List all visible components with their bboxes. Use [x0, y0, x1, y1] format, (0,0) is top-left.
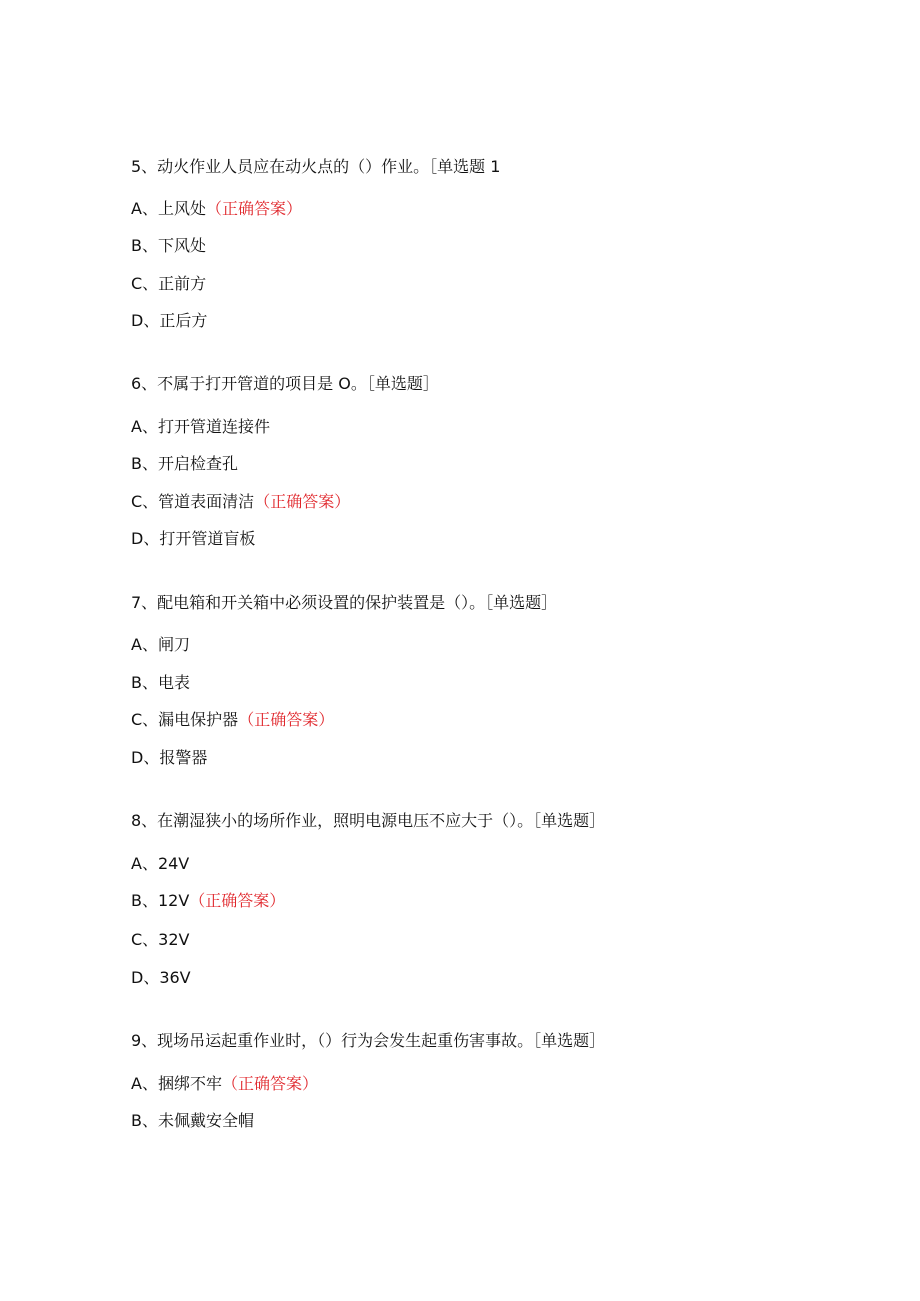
- question-7-option-a: A、闸刀: [131, 635, 190, 654]
- question-8-option-a: A、24V: [131, 854, 190, 873]
- question-5-option-a: A、上风处（正确答案）: [131, 199, 302, 218]
- question-5-option-b: B、下风处: [131, 236, 206, 255]
- question-8-option-d: D、36V: [131, 968, 191, 987]
- correct-answer-mark: （正确答案）: [205, 199, 302, 218]
- question-8-stem: 8、在潮湿狭小的场所作业，照明电源电压不应大于（）。［单选题］: [131, 811, 606, 830]
- question-7-option-d: D、报警器: [131, 748, 208, 767]
- correct-answer-mark: （正确答案）: [221, 1074, 318, 1093]
- question-7-stem: 7、配电箱和开关箱中必须设置的保护装置是（）。［单选题］: [131, 593, 558, 612]
- question-5-option-d: D、正后方: [131, 311, 208, 330]
- question-7-option-b: B、电表: [131, 673, 190, 692]
- question-8-option-c: C、32V: [131, 930, 190, 949]
- correct-answer-mark: （正确答案）: [189, 891, 286, 910]
- question-6-stem: 6、不属于打开管道的项目是 O。［单选题］: [131, 374, 439, 393]
- question-6-option-a: A、打开管道连接件: [131, 417, 270, 436]
- question-6-option-b: B、开启检查孔: [131, 454, 238, 473]
- question-7-option-c: C、漏电保护器（正确答案）: [131, 710, 335, 729]
- question-5-option-c: C、正前方: [131, 274, 207, 293]
- question-5-stem: 5、动火作业人员应在动火点的（）作业。［单选题 1: [131, 157, 501, 176]
- question-6-option-d: D、打开管道盲板: [131, 529, 256, 548]
- question-9-option-b: B、未佩戴安全帽: [131, 1111, 254, 1130]
- question-9-stem: 9、现场吊运起重作业时，（）行为会发生起重伤害事故。［单选题］: [131, 1031, 606, 1050]
- question-8-option-b: B、12V（正确答案）: [131, 891, 286, 910]
- question-9-option-a: A、捆绑不牢（正确答案）: [131, 1074, 318, 1093]
- correct-answer-mark: （正确答案）: [254, 492, 351, 511]
- correct-answer-mark: （正确答案）: [238, 710, 335, 729]
- question-6-option-c: C、管道表面清洁（正确答案）: [131, 492, 351, 511]
